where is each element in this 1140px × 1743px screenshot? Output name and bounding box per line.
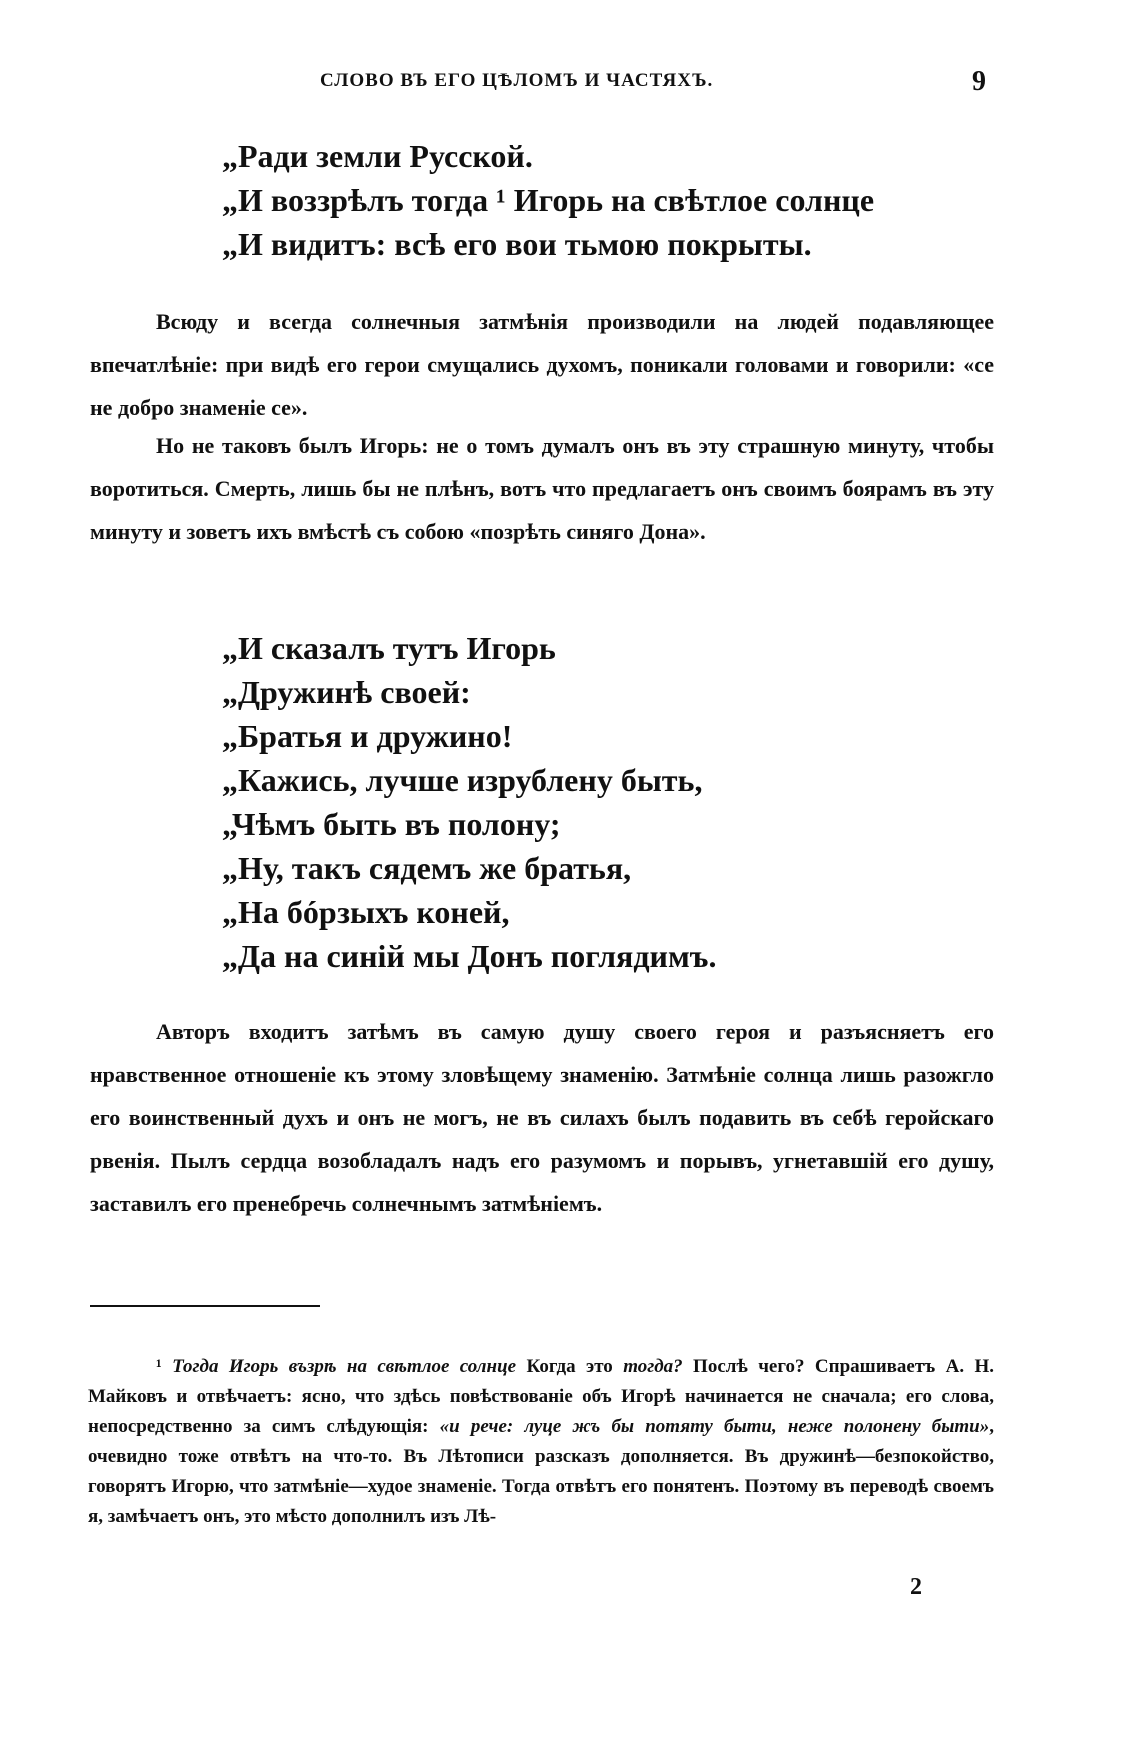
footnote-quote: тогда?: [623, 1356, 683, 1377]
paragraph-2: [90, 424, 994, 553]
verse-line: „На бóрзыхъ коней,: [222, 894, 510, 930]
footnote-text: Когда это: [516, 1356, 624, 1377]
verse-line: „Да на синій мы Донъ поглядимъ.: [222, 938, 717, 974]
verse-line: „Ну, такъ сядемъ же братья,: [222, 850, 632, 886]
verse-line: „Братья и дружино!: [222, 718, 513, 754]
signature-mark: 2: [910, 1574, 922, 1600]
verse-line: „Ради земли Русской.: [222, 138, 533, 174]
paragraph-text: Авторъ входитъ затѣмъ въ самую душу своего героя и разъясняетъ его нравственное отношеніе къ этому зловѣщему знаменію. Затмѣніе солнца лишь разожгло его воинственный духъ и онъ не могъ, не въ силахъ былъ подавить въ себѣ геройскаго рвенія. Пылъ сердца возобладалъ надъ его разумомъ и порывъ, угнетавшій его душу, заставилъ его пренебречь солнечнымъ затмѣніемъ.: [90, 1019, 994, 1216]
verse-line: „Чѣмъ быть въ полону;: [222, 806, 561, 842]
verse-line: „И сказалъ тутъ Игорь: [222, 630, 556, 666]
footnote-marker: ¹: [156, 1356, 162, 1377]
footnote-text: Послѣ чего? Спрашиваетъ А. Н. Майковъ и отвѣчаетъ: ясно, что здѣсь повѣствованіе объ Игорѣ начинается не сначала; его слова, непосредственно за симъ слѣдующія:: [88, 1356, 995, 1437]
running-title: СЛОВО ВЪ ЕГО ЦѢЛОМЪ И ЧАСТЯХЪ.: [320, 70, 714, 91]
verse-line: „Кажись, лучше изрублену быть,: [222, 762, 703, 798]
paragraph-text: Но не таковъ былъ Игорь: не о томъ думалъ онъ въ эту страшную минуту, чтобы воротиться. Смерть, лишь бы не плѣнъ, вотъ что предлагаетъ онъ своимъ боярамъ въ эту минуту и зоветъ ихъ вмѣстѣ съ собою «позрѣть синяго Дона».: [90, 433, 994, 544]
footnote-separator: [90, 1305, 320, 1307]
paragraph-text: Всюду и всегда солнечныя затмѣнія производили на людей подавляющее впечатлѣніе: при видѣ его герои смущались духомъ, поникали головами и говорили: «се не добро знаменіе се».: [90, 309, 994, 420]
verse-line: „И видитъ: всѣ его вои тьмою покрыты.: [222, 226, 812, 262]
page-number: 9: [972, 66, 986, 97]
footnote: [88, 1352, 994, 1532]
verse-line: „И воззрѣлъ тогда ¹ Игорь на свѣтлое солнце: [222, 182, 875, 218]
verse-block-2: [222, 626, 716, 978]
paragraph-1: [90, 300, 994, 429]
verse-line: „Дружинѣ своей:: [222, 674, 471, 710]
verse-block-1: [222, 134, 874, 266]
footnote-text: , очевидно тоже отвѣтъ на что-то. Въ Лѣтописи разсказъ дополняется. Въ дружинѣ—безпокойство, говорятъ Игорю, что затмѣніе—худое знаменіе. Тогда отвѣтъ его понятенъ. Поэтому въ переводѣ своемъ я, замѣчаетъ онъ, это мѣсто дополнилъ изъ Лѣ-: [88, 1416, 995, 1527]
paragraph-3: [90, 1010, 994, 1225]
footnote-quote: «и рече: луце жъ бы потяту быти, неже полонену быти»: [439, 1416, 990, 1437]
footnote-quote: Тогда Игорь възрѣ на свѣтлое солнце: [172, 1356, 517, 1377]
